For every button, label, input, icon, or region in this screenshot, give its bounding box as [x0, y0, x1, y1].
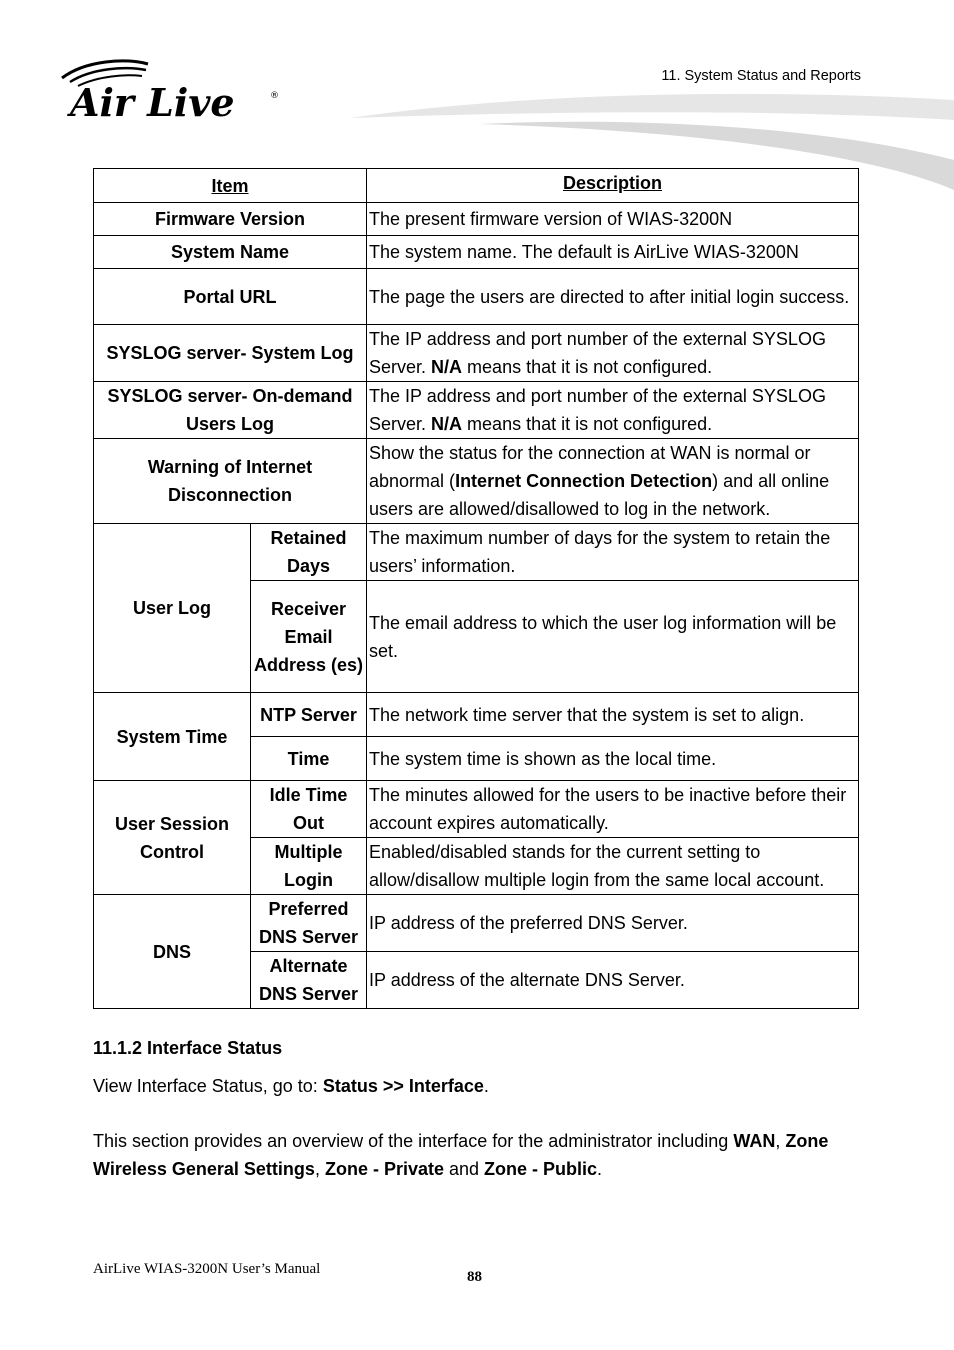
page-number: 88 [467, 1269, 482, 1285]
table-row [94, 693, 859, 737]
row-item: SYSLOG server- System Log [94, 325, 367, 382]
row-item: DNS [94, 895, 251, 1009]
row-subitem: Alternate DNS Server [251, 952, 367, 1009]
row-subitem: NTP Server [251, 693, 367, 737]
header-item: Item [94, 169, 367, 203]
row-description: The system name. The default is AirLive WIAS-3200N [367, 236, 859, 269]
table-row [94, 325, 859, 382]
row-description: IP address of the alternate DNS Server. [367, 952, 859, 1009]
row-item: System Time [94, 693, 251, 781]
table-row [94, 895, 859, 952]
paragraph-overview: This section provides an overview of the interface for the administrator including WAN, Zone Wireless General Settings, Zone - Private and Zone - Public. [93, 1131, 829, 1179]
table-row [94, 203, 859, 236]
row-description: The email address to which the user log information will be set. [367, 581, 859, 693]
row-description: Enabled/disabled stands for the current setting to allow/disallow multiple login from the same local account. [367, 838, 859, 895]
header-description: Description [367, 169, 859, 203]
row-item: Portal URL [94, 269, 367, 325]
row-subitem: Preferred DNS Server [251, 895, 367, 952]
row-item: Firmware Version [94, 203, 367, 236]
row-subitem: Idle Time Out [251, 781, 367, 838]
row-description: IP address of the preferred DNS Server. [367, 895, 859, 952]
chapter-header: 11. System Status and Reports [661, 68, 861, 84]
paragraph-navigation: View Interface Status, go to: Status >> Interface. [93, 1076, 489, 1096]
row-subitem: Receiver Email Address (es) [251, 581, 367, 693]
row-description: The maximum number of days for the system to retain the users’ information. [367, 524, 859, 581]
row-description: The present firmware version of WIAS-3200N [367, 203, 859, 236]
logo-text: Air Live [70, 80, 235, 125]
row-item: SYSLOG server- On-demand Users Log [94, 382, 367, 439]
table-header-row [94, 169, 859, 203]
row-subitem: Multiple Login [251, 838, 367, 895]
row-description: The network time server that the system is set to align. [367, 693, 859, 737]
table-row [94, 781, 859, 838]
row-description: The minutes allowed for the users to be inactive before their account expires automatically. [367, 781, 859, 838]
row-description: The page the users are directed to after initial login success. [367, 269, 859, 325]
row-item: System Name [94, 236, 367, 269]
row-item: User Log [94, 524, 251, 693]
airlive-logo [56, 56, 296, 126]
table-row [94, 524, 859, 581]
status-description-table [93, 168, 859, 1009]
section-heading: 11.1.2 Interface Status [93, 1038, 283, 1058]
table-row [94, 269, 859, 325]
row-subitem: Time [251, 737, 367, 781]
row-subitem: Retained Days [251, 524, 367, 581]
table-row [94, 439, 859, 524]
footer-manual-title: AirLive WIAS-3200N User’s Manual [93, 1261, 321, 1277]
table-row [94, 236, 859, 269]
row-description: The system time is shown as the local time. [367, 737, 859, 781]
row-item: Warning of Internet Disconnection [94, 439, 367, 524]
row-item: User Session Control [94, 781, 251, 895]
row-description: The IP address and port number of the external SYSLOG Server. N/A means that it is not configured. [367, 325, 859, 382]
row-description: Show the status for the connection at WAN is normal or abnormal (Internet Connection Detection) and all online users are allowed/disallowed to log in the network. [367, 439, 859, 524]
table-row [94, 382, 859, 439]
svg-text:®: ® [270, 91, 279, 101]
row-description: The IP address and port number of the external SYSLOG Server. N/A means that it is not configured. [367, 382, 859, 439]
